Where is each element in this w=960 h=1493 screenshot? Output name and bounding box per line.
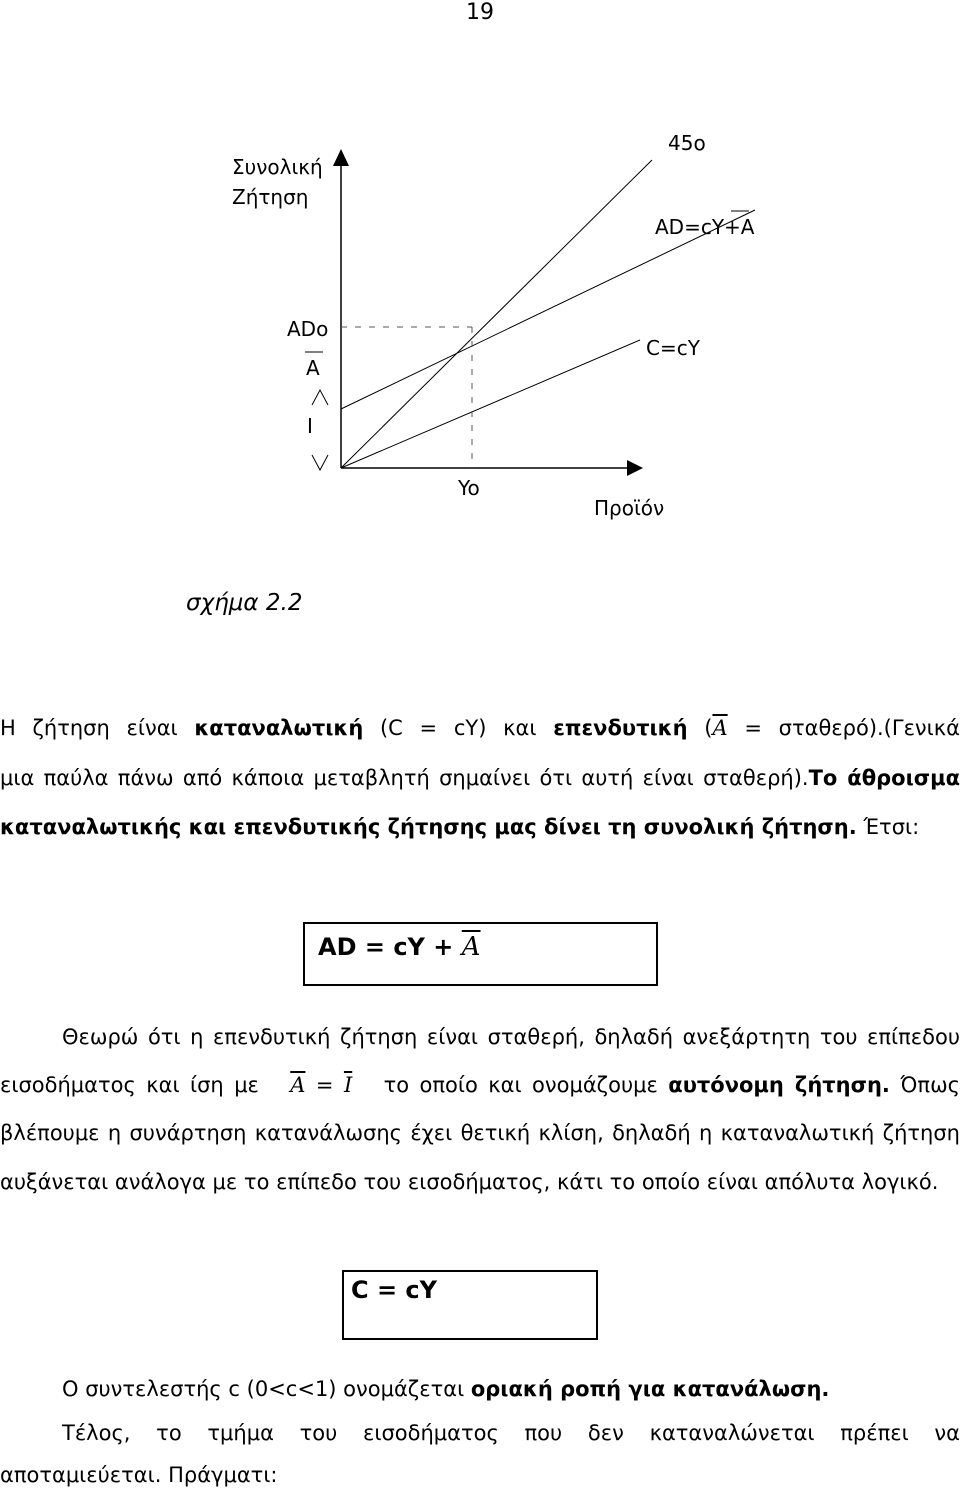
p2-eq: = — [305, 1073, 344, 1097]
p1-bold-investment: επενδυτική — [553, 716, 688, 740]
paragraph2-line3: βλέπουμε η συνάρτηση κατανάλωσης έχει θετική κλίση, δηλαδή η καταναλωτική ζήτηση — [0, 1121, 960, 1145]
equation-ad-var: $\overline{A}$ — [461, 932, 481, 962]
p1-text: (C = cY) και — [363, 716, 554, 740]
p1-bold-sum: Το άθροισμα — [808, 766, 960, 790]
p1-text: ( — [687, 716, 713, 740]
p2-text: το οποίο και ονομάζουμε — [373, 1073, 669, 1097]
intercept-arrow-down — [312, 455, 328, 470]
label-ado: ADo — [287, 317, 329, 341]
p3-text: Ο συντελεστής c (0<c<1) ονομάζεται — [62, 1377, 471, 1401]
line-consumption — [341, 340, 640, 468]
paragraph1-line3 — [0, 815, 960, 839]
p3-bold-mpc: οριακή ροπή για κατανάλωση. — [470, 1377, 830, 1401]
p2-var-a: $\overline{A}$ — [290, 1073, 306, 1097]
figure-caption: σχήμα 2.2 — [186, 590, 303, 616]
paragraph3-line2: Τέλος, το τμήμα του εισοδήματος που δεν καταναλώνεται πρέπει να — [62, 1421, 960, 1445]
p1-text: Η ζήτηση είναι — [0, 716, 195, 740]
paragraph1-line2 — [0, 766, 960, 790]
label-45-degree: 45ο — [668, 131, 706, 155]
paragraph3-line3: αποταμιεύεται. Πράγματι: — [0, 1463, 278, 1487]
equation-ad — [318, 932, 481, 962]
line-45-degree — [341, 160, 652, 468]
paragraph2-line1: Θεωρώ ότι η επενδυτική ζήτηση είναι σταθερή, δηλαδή ανεξάρτητη του επίπεδου — [62, 1025, 960, 1049]
equation-ad-prefix: AD = cY + — [318, 933, 462, 961]
p2-text: εισοδήματος και ίση με — [0, 1073, 270, 1097]
figure-graphics — [0, 0, 960, 560]
p1-var-a: $\overline{A}$ — [712, 716, 728, 740]
x-axis-label: Προϊόν — [594, 496, 665, 520]
page-number: 19 — [466, 0, 494, 25]
label-ad: AD=cY+A — [655, 215, 755, 239]
label-i: I — [307, 414, 313, 438]
paragraph1-line1 — [0, 716, 960, 740]
p1-text: = σταθερό).(Γενικά — [727, 716, 960, 740]
paragraph3-line1 — [62, 1377, 960, 1401]
paragraph2-line4: αυξάνεται ανάλογα με το επίπεδο του εισοδήματος, κάτι το οποίο είναι απόλυτα λογικό. — [0, 1170, 939, 1194]
p1-bold-consumption: καταναλωτική — [194, 716, 364, 740]
x-axis-arrow — [627, 460, 643, 476]
p2-bold-autonomous: αυτόνομη ζήτηση. — [668, 1073, 890, 1097]
label-a: A — [306, 356, 320, 380]
y-axis-label-line2: Ζήτηση — [232, 185, 309, 209]
p1-text: Έτσι: — [856, 815, 920, 839]
intercept-arrow-up — [312, 390, 328, 405]
paragraph2-line2 — [0, 1073, 960, 1097]
label-yo: Yo — [458, 476, 480, 500]
label-cy: C=cY — [646, 336, 700, 360]
equation-c: C = cY — [351, 1276, 438, 1304]
p1-text: μια παύλα πάνω από κάποια μεταβλητή σημαίνει ότι αυτή είναι σταθερή). — [0, 766, 809, 790]
y-axis-arrow — [333, 149, 349, 166]
y-axis-label-line1: Συνολική — [232, 155, 323, 179]
p1-bold-total-demand: καταναλωτικής και επενδυτικής ζήτησης μας δίνει τη συνολική ζήτηση. — [0, 815, 857, 839]
p2-text: Όπως — [889, 1073, 960, 1097]
p2-var-i: $\overline{I}$ — [343, 1073, 353, 1097]
